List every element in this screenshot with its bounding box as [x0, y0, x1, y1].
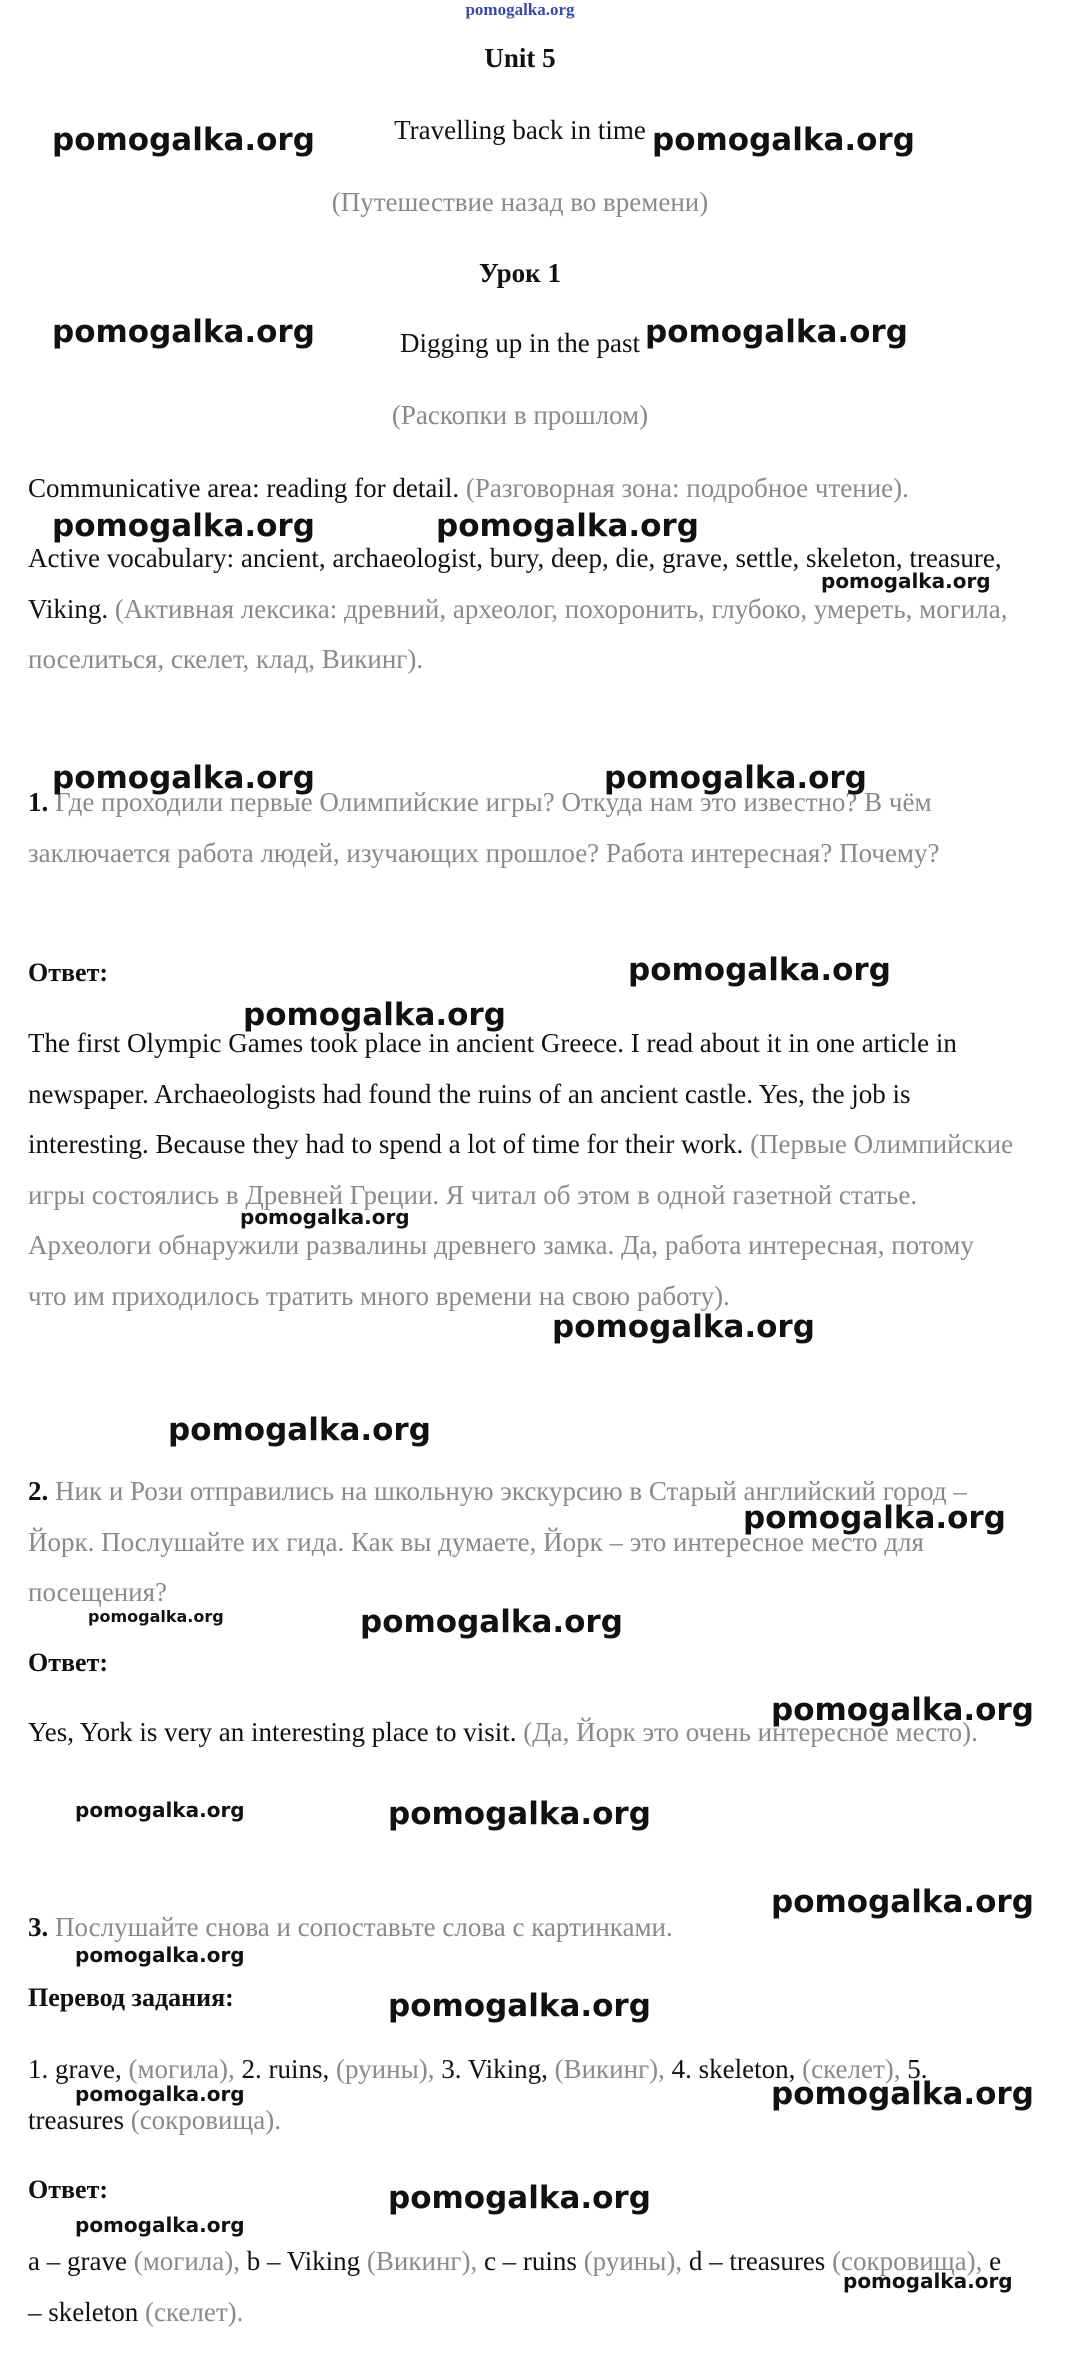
lesson-subtitle-ru: (Раскопки в прошлом) — [391, 400, 649, 430]
watermark: pomogalka.org — [88, 1607, 224, 1626]
active-vocabulary — [28, 533, 1018, 685]
translation-item-2: 2. ruins, (руины), — [234, 2054, 435, 2084]
watermark: pomogalka.org — [436, 508, 699, 544]
task-1-answer-label: Ответ: — [28, 958, 109, 987]
lesson-title: Урок 1 — [479, 258, 561, 288]
communicative-area-ru: (Разговорная зона: подробное чтение). — [459, 473, 909, 503]
watermark: pomogalka.org — [75, 1943, 245, 1967]
watermark: pomogalka.org — [771, 2076, 1034, 2112]
translation-item-4: 4. skeleton, (скелет), — [664, 2054, 901, 2084]
watermark: pomogalka.org — [552, 1309, 815, 1345]
task-3-translation-label: Перевод задания: — [28, 1983, 234, 2012]
watermark: pomogalka.org — [240, 1205, 410, 1229]
task-3-number: 3. — [28, 1912, 49, 1942]
task-2-answer-en: Yes, York is very an interesting place to visit. — [28, 1717, 517, 1747]
watermark: pomogalka.org — [360, 1604, 623, 1640]
unit-subtitle: Travelling back in time — [394, 115, 646, 145]
task-1-answer-ru: (Первые Олимпийские игры состоялись в Древней Греции. Я читал об этом в одной газетной статье. Археологи обнаружили развалины древнего замка. Да, работа интересная, потому что им приходилось тратить много времени на свою работу). — [28, 1129, 1014, 1311]
communicative-area-en: Communicative area: reading for detail. — [28, 473, 460, 503]
watermark: pomogalka.org — [628, 952, 891, 988]
lesson-subtitle: Digging up in the past — [400, 328, 640, 358]
watermark: pomogalka.org — [388, 1988, 651, 2024]
answer-item-e: e – skeleton (скелет). — [28, 2246, 1002, 2327]
watermark: pomogalka.org — [388, 1796, 651, 1832]
watermark: pomogalka.org — [75, 1798, 245, 1822]
task-2 — [28, 1466, 1018, 1618]
watermark: pomogalka.org — [52, 122, 315, 158]
task-1-number: 1. — [28, 787, 49, 817]
translation-item-1: 1. grave, (могила), — [28, 2054, 235, 2084]
answer-item-a: a – grave (могила), — [28, 2246, 241, 2276]
watermark: pomogalka.org — [652, 122, 915, 158]
watermark: pomogalka.org — [388, 2180, 651, 2216]
watermark: pomogalka.org — [843, 2269, 1013, 2293]
translation-item-5: 5. treasures (сокровища). — [28, 2054, 928, 2135]
answer-item-b: b – Viking (Викинг), — [240, 2246, 478, 2276]
watermark: pomogalka.org — [52, 314, 315, 350]
watermark: pomogalka.org — [771, 1692, 1034, 1728]
task-1-answer-en: The first Olympic Games took place in ancient Greece. I read about it in one article in newspaper. Archaeologists had found the ruins of an ancient castle. Yes, the job is interesting. Because they had to spend a lot of time for their work. — [28, 1028, 957, 1159]
watermark: pomogalka.org — [168, 1412, 431, 1448]
site-header[interactable]: pomogalka.org — [465, 0, 575, 19]
answer-item-c: c – ruins (руины), — [477, 2246, 683, 2276]
task-1-text: Где проходили первые Олимпийские игры? Откуда нам это известно? В чём заключается работа людей, изучающих прошлое? Работа интересная? Почему? — [28, 787, 940, 868]
task-3-text: Послушайте снова и сопоставьте слова с картинками. — [48, 1912, 673, 1942]
task-3-answer-label: Ответ: — [28, 2175, 109, 2204]
watermark: pomogalka.org — [52, 760, 315, 796]
watermark: pomogalka.org — [821, 569, 991, 593]
task-2-answer-ru: (Да, Йорк это очень интересное место). — [516, 1717, 978, 1747]
watermark: pomogalka.org — [52, 508, 315, 544]
unit-title: Unit 5 — [484, 43, 556, 73]
active-vocabulary-en: Active vocabulary: ancient, archaeologist, bury, deep, die, grave, settle, skeleton, treasure, Viking. — [28, 543, 1002, 624]
answer-item-d: d – treasures (сокровища), — [682, 2246, 983, 2276]
unit-subtitle-ru: (Путешествие назад во времени) — [331, 187, 709, 217]
active-vocabulary-ru: (Активная лексика: древний, археолог, похоронить, глубоко, умереть, могила, поселиться, скелет, клад, Викинг). — [28, 593, 1008, 674]
watermark: pomogalka.org — [771, 1884, 1034, 1920]
task-2-number: 2. — [28, 1476, 49, 1506]
watermark: pomogalka.org — [75, 2213, 245, 2237]
task-2-answer-label: Ответ: — [28, 1648, 109, 1677]
watermark: pomogalka.org — [75, 2082, 245, 2106]
task-2-text: Ник и Рози отправились на школьную экскурсию в Старый английский город – Йорк. Послушайте их гида. Как вы думаете, Йорк – это интересное место для посещения? — [28, 1476, 967, 1607]
task-1-answer — [28, 1018, 1018, 1321]
watermark: pomogalka.org — [604, 760, 867, 796]
watermark: pomogalka.org — [243, 997, 506, 1033]
watermark: pomogalka.org — [743, 1500, 1006, 1536]
watermark: pomogalka.org — [645, 314, 908, 350]
translation-item-3: 3. Viking, (Викинг), — [434, 2054, 665, 2084]
communicative-area — [28, 463, 1018, 514]
